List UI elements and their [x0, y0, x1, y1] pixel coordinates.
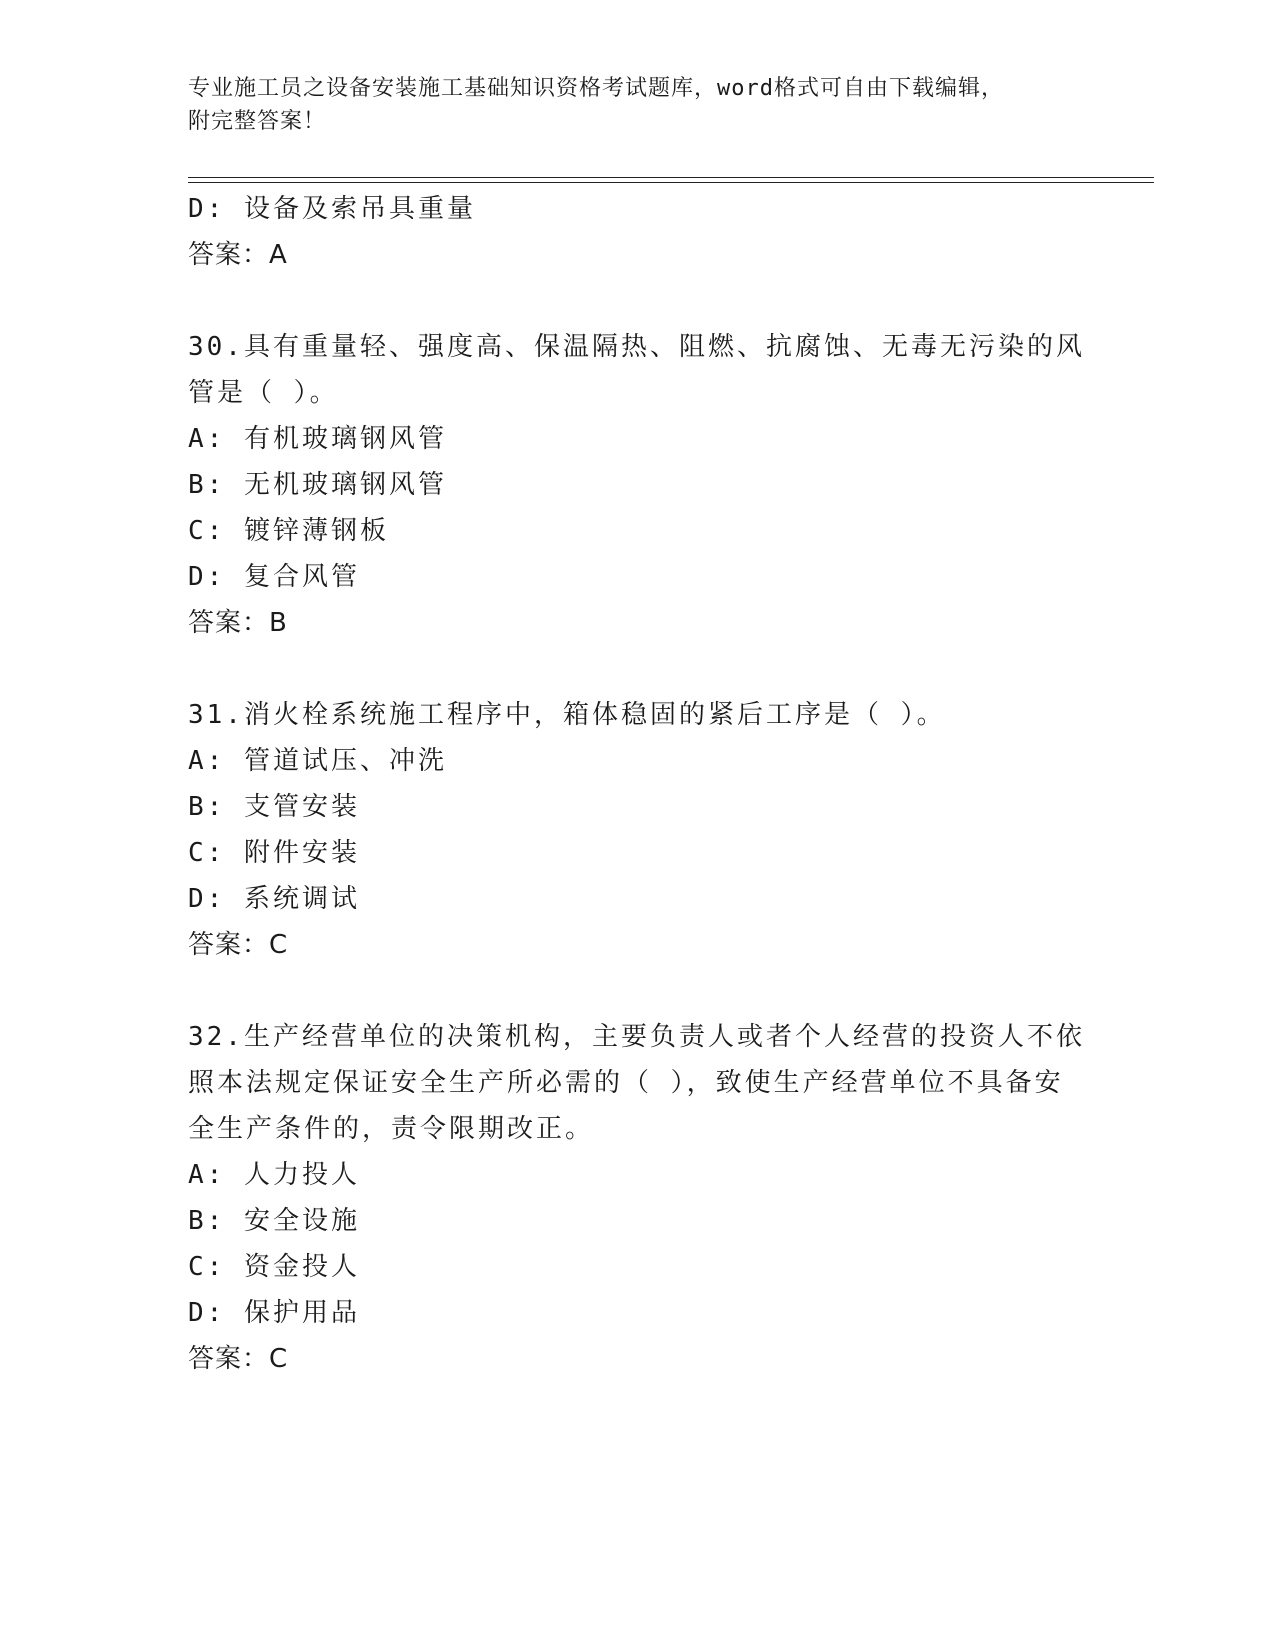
option-a: A: 人力投人: [188, 1160, 360, 1190]
spacer: [188, 646, 1088, 692]
option-a: A: 有机玻璃钢风管: [188, 424, 447, 454]
question-stem: 照本法规定保证安全生产所必需的（ ），致使生产经营单位不具备安: [188, 1068, 1064, 1098]
spacer: [188, 968, 1088, 1014]
question-stem: 32.生产经营单位的决策机构，主要负责人或者个人经营的投资人不依: [188, 1022, 1085, 1052]
question-stem: 管是（ ）。: [188, 378, 339, 408]
option-b: B: 支管安装: [188, 792, 360, 822]
question-29-tail: [188, 186, 1088, 278]
option-c: C: 镀锌薄钢板: [188, 516, 389, 546]
header-line-1: 专业施工员之设备安装施工基础知识资格考试题库，word格式可自由下载编辑，: [188, 76, 1004, 101]
answer: 答案：A: [188, 240, 288, 270]
question-stem: 30.具有重量轻、强度高、保温隔热、阻燃、抗腐蚀、无毒无污染的风: [188, 332, 1085, 362]
answer: 答案：B: [188, 608, 288, 638]
question-30: [188, 324, 1088, 646]
page-header: [188, 72, 1088, 138]
option-b: B: 安全设施: [188, 1206, 360, 1236]
option-b: B: 无机玻璃钢风管: [188, 470, 447, 500]
answer: 答案：C: [188, 930, 289, 960]
option-d: D: 系统调试: [188, 884, 360, 914]
option-a: A: 管道试压、冲洗: [188, 746, 447, 776]
spacer: [188, 278, 1088, 324]
option-c: C: 资金投人: [188, 1252, 360, 1282]
header-line-2: 附完整答案！: [188, 109, 327, 134]
option-d: D: 设备及索吊具重量: [188, 194, 476, 224]
question-content: [188, 186, 1088, 1382]
option-c: C: 附件安装: [188, 838, 360, 868]
question-31: [188, 692, 1088, 968]
option-d: D: 保护用品: [188, 1298, 360, 1328]
option-d: D: 复合风管: [188, 562, 360, 592]
question-stem: 全生产条件的，责令限期改正。: [188, 1114, 595, 1144]
header-divider: [188, 177, 1154, 183]
question-32: [188, 1014, 1088, 1382]
question-stem: 31.消火栓系统施工程序中，箱体稳固的紧后工序是（ ）。: [188, 700, 946, 730]
answer: 答案：C: [188, 1344, 289, 1374]
